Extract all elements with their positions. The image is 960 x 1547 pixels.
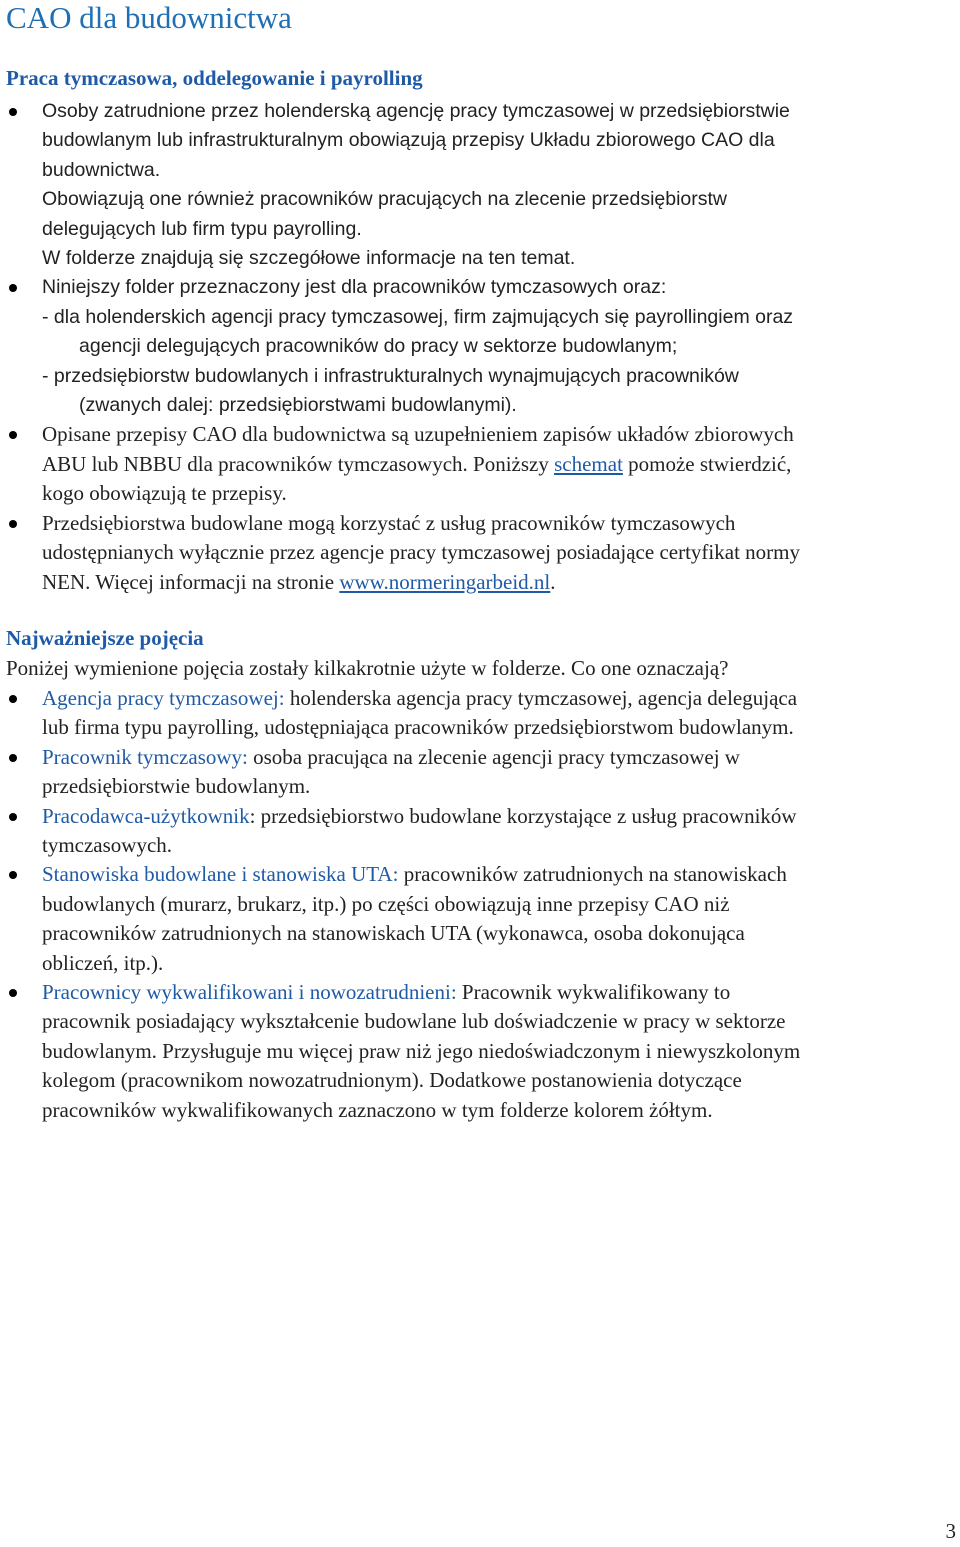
bullet-icon <box>9 989 17 997</box>
page-title: CAO dla budownictwa <box>6 0 292 35</box>
text-line: W folderze znajdują się szczegółowe informacje na ten temat. <box>42 247 576 270</box>
term-definition: osoba pracująca na zlecenie agencji pracy tymczasowej w <box>247 744 740 769</box>
text-line <box>42 450 958 479</box>
text-line: kogo obowiązują te przepisy. <box>42 481 287 506</box>
term-item <box>0 684 958 743</box>
term-label: Pracownik tymczasowy: <box>42 744 248 769</box>
text-line: budowlanym. Przysługuje mu więcej praw niż jego niedoświadczonym i niewyszkolonym <box>42 1038 801 1063</box>
bullet-icon <box>9 695 17 703</box>
text-line: Opisane przepisy CAO dla budownictwa są uzupełnieniem zapisów układów zbiorowych <box>42 422 794 447</box>
term-label: Pracodawca-użytkownik <box>42 803 250 828</box>
text-line: (zwanych dalej: przedsiębiorstwami budowlanymi). <box>79 394 517 417</box>
text-line <box>42 568 958 597</box>
text-line: budownictwa. <box>42 158 161 181</box>
term-item <box>0 802 958 861</box>
text-line: pracownik posiadający wykształcenie budowlane lub doświadczenie w pracy w sektorze <box>42 1009 786 1034</box>
term-definition: pracowników zatrudnionych na stanowiskach <box>398 862 787 887</box>
bullet-icon <box>9 871 17 879</box>
bullet-icon <box>9 431 17 439</box>
text-segment: NEN. Więcej informacji na stronie <box>42 569 340 594</box>
text-line: Osoby zatrudnione przez holenderską agencję pracy tymczasowej w przedsiębiorstwie <box>42 100 790 122</box>
term-label: Stanowiska budowlane i stanowiska UTA: <box>42 862 399 887</box>
text-line: pracowników zatrudnionych na stanowiskach UTA (wykonawca, osoba dokonująca <box>42 921 745 946</box>
text-line: obliczeń, itp.). <box>42 950 164 975</box>
list-item <box>0 97 958 273</box>
text-line <box>42 802 958 831</box>
section-heading-temporary-work: Praca tymczasowa, oddelegowanie i payrolling <box>6 66 423 90</box>
page-number: 3 <box>945 1519 956 1543</box>
text-line: budowlanym lub infrastrukturalnym obowiązują przepisy Układu zbiorowego CAO dla <box>42 129 775 152</box>
term-label: Agencja pracy tymczasowej: <box>42 686 285 710</box>
text-segment: ABU lub NBBU dla pracowników tymczasowych. Poniższy <box>42 451 555 476</box>
list-item <box>0 509 958 597</box>
text-line: - dla holenderskich agencji pracy tymczasowej, firm zajmujących się payrollingiem oraz <box>42 305 794 328</box>
text-line: agencji delegujących pracowników do pracy w sektorze budowlanym; <box>79 335 678 358</box>
bullet-icon <box>9 284 17 292</box>
bullet-icon <box>9 813 17 821</box>
text-line: delegujących lub firm typu payrolling. <box>42 217 362 240</box>
text-line: udostępnianych wyłącznie przez agencje pracy tymczasowej posiadające certyfikat normy <box>42 540 800 565</box>
text-line: Przedsiębiorstwa budowlane mogą korzystać z usług pracowników tymczasowych <box>42 510 736 535</box>
text-line: Niniejszy folder przeznaczony jest dla pracowników tymczasowych oraz: <box>42 276 667 299</box>
bullet-icon <box>9 754 17 762</box>
term-definition: holenderska agencja pracy tymczasowej, agencja delegująca <box>284 686 798 710</box>
text-line <box>42 743 958 772</box>
bullet-icon <box>9 520 17 528</box>
text-line: kolegom (pracownikom nowozatrudnionym). Dodatkowe postanowienia dotyczące <box>42 1068 742 1093</box>
text-line <box>42 860 958 889</box>
term-label: Pracownicy wykwalifikowani i nowozatrudnieni: <box>42 980 457 1005</box>
term-item <box>0 743 958 802</box>
text-line: lub firma typu payrolling, udostępniająca pracowników przedsiębiorstwom budowlanym. <box>42 715 794 740</box>
key-terms-list <box>0 684 958 1125</box>
text-line: - przedsiębiorstw budowlanych i infrastrukturalnych wynajmujących pracowników <box>42 364 739 387</box>
text-line: pracowników wykwalifikowanych zaznaczono w tym folderze kolorem żółtym. <box>42 1097 713 1122</box>
normeringarbeid-link[interactable]: www.normeringarbeid.nl <box>339 569 551 594</box>
term-definition: : przedsiębiorstwo budowlane korzystające z usług pracowników <box>249 803 797 828</box>
term-definition: Pracownik wykwalifikowany to <box>456 980 731 1005</box>
text-segment: pomoże stwierdzić, <box>622 451 792 476</box>
text-line <box>42 978 958 1007</box>
text-line <box>42 684 958 713</box>
section-heading-key-terms: Najważniejsze pojęcia <box>6 626 204 650</box>
text-line: Obowiązują one również pracowników pracujących na zlecenie przedsiębiorstw <box>42 188 728 211</box>
list-item <box>0 420 958 508</box>
list-item <box>0 273 958 420</box>
bullet-icon <box>9 108 17 116</box>
temporary-work-list <box>0 97 958 597</box>
text-line: budowlanych (murarz, brukarz, itp.) po części obowiązują inne przepisy CAO niż <box>42 891 730 916</box>
term-item <box>0 860 958 978</box>
key-terms-intro: Poniżej wymienione pojęcia zostały kilkakrotnie użyte w folderze. Co one oznaczają? <box>6 656 729 680</box>
text-segment: . <box>550 569 556 594</box>
term-item <box>0 978 958 1125</box>
text-line: tymczasowych. <box>42 833 173 858</box>
text-line: przedsiębiorstwie budowlanym. <box>42 774 311 799</box>
schemat-link[interactable]: schemat <box>554 451 623 476</box>
